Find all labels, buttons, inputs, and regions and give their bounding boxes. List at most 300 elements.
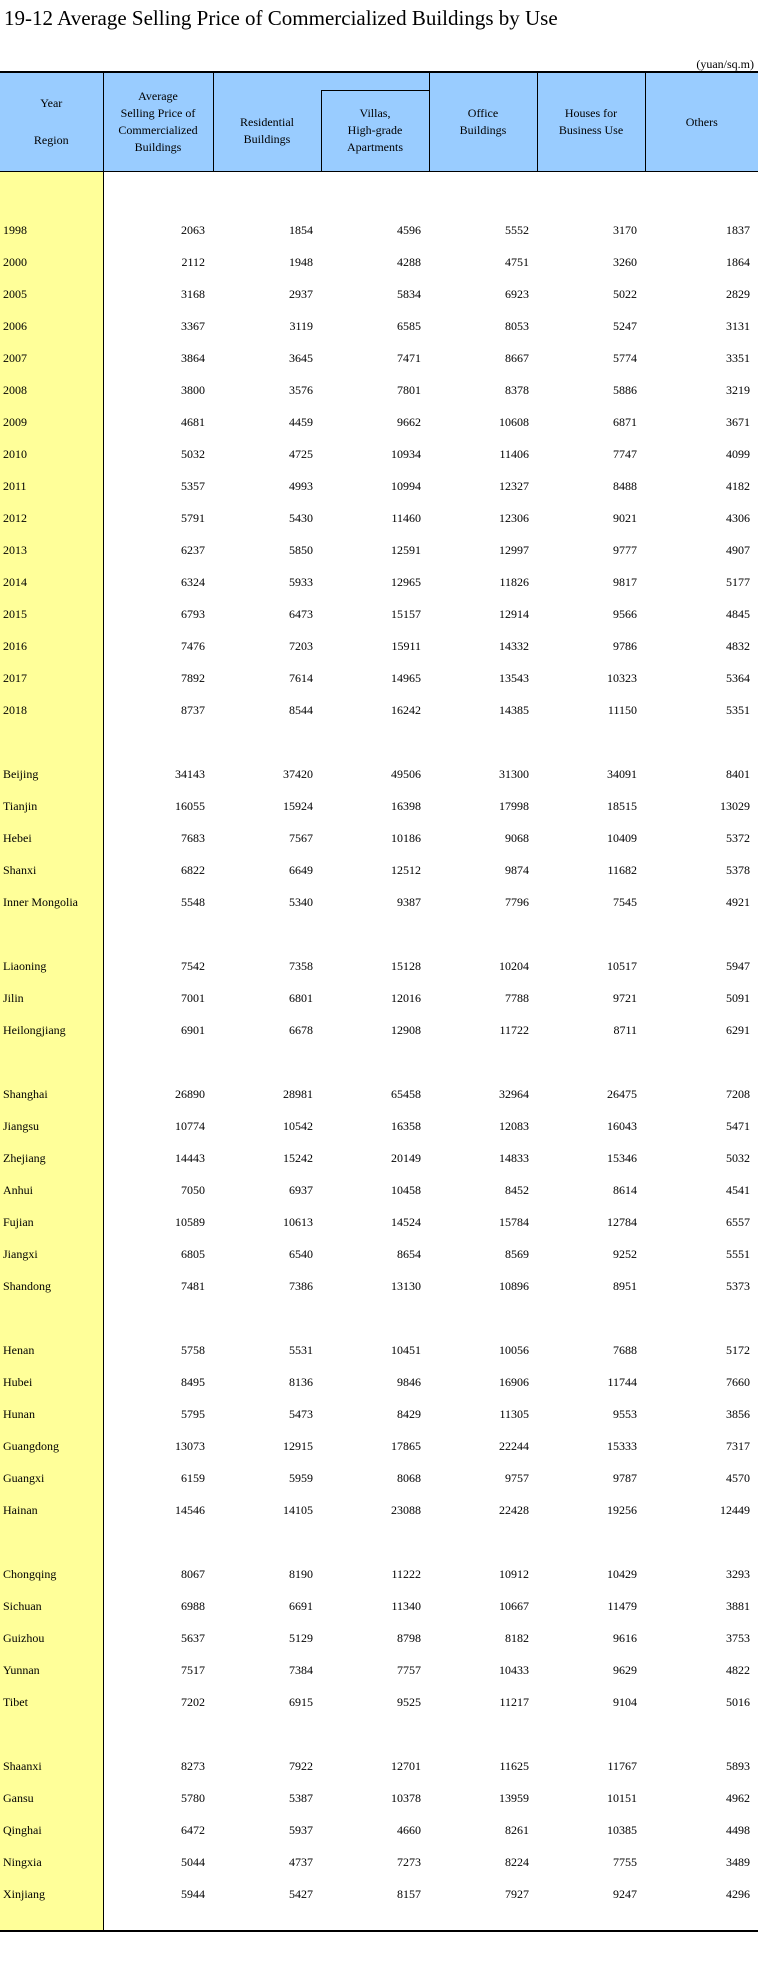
table-row [0,566,758,598]
region-cell [0,918,103,950]
value-cell: 5795 [103,1398,213,1430]
value-cell: 16398 [391,798,421,813]
value-cell: 7273 [397,1854,421,1869]
value-cell: 14546 [103,1494,213,1526]
value-cell: 12016 [391,990,421,1005]
value-cell: 7683 [103,822,213,854]
region-cell: 2015 [0,598,103,630]
region-cell: Xinjiang [0,1878,103,1910]
value-cell: 9021 [613,510,637,525]
value-cell: 10517 [607,958,637,973]
region-cell: Henan [0,1334,103,1366]
region-cell: Heilongjiang [0,1014,103,1046]
value-cell: 6937 [289,1182,313,1197]
value-cell: 7660 [726,1374,750,1389]
table-row [0,822,758,854]
table-row [0,694,758,726]
region-cell: Jiangsu [0,1110,103,1142]
value-cell: 4907 [726,542,750,557]
value-cell: 3260 [613,254,637,269]
header-business [537,72,645,172]
value-cell: 6793 [103,598,213,630]
value-cell: 7386 [289,1278,313,1293]
value-cell: 7801 [397,382,421,397]
value-cell [537,918,645,950]
table-row [0,1846,758,1878]
header-average [103,72,213,172]
table-row [0,1174,758,1206]
header-villas-line: Villas, [359,106,391,121]
table-row [0,214,758,246]
value-cell: 12914 [499,606,529,621]
value-cell: 26475 [607,1086,637,1101]
region-cell: Shandong [0,1270,103,1302]
table-row [0,1142,758,1174]
value-cell: 3119 [289,318,313,333]
value-cell: 1854 [289,222,313,237]
value-cell: 5834 [397,286,421,301]
value-cell: 5247 [613,318,637,333]
value-cell: 6801 [289,990,313,1005]
value-cell: 7614 [289,670,313,685]
header-average-line: Average [138,89,178,103]
value-cell: 5774 [613,350,637,365]
region-cell [0,1046,103,1078]
value-cell: 8495 [103,1366,213,1398]
value-cell: 5531 [289,1342,313,1357]
value-cell: 12449 [720,1502,750,1517]
value-cell [213,172,321,215]
value-cell [103,1526,213,1558]
value-cell: 4681 [103,406,213,438]
value-cell: 16055 [103,790,213,822]
value-cell: 10896 [499,1278,529,1293]
value-cell: 28981 [283,1086,313,1101]
table-spacer [0,1046,758,1078]
header-business-line: Houses for [564,106,618,120]
table-row [0,886,758,918]
value-cell: 2829 [726,286,750,301]
value-cell: 10912 [499,1566,529,1581]
value-cell: 23088 [391,1502,421,1517]
value-cell: 12997 [499,542,529,557]
table-row [0,1622,758,1654]
value-cell [103,1910,213,1931]
value-cell: 10774 [103,1110,213,1142]
table-row [0,1878,758,1910]
region-cell: Zhejiang [0,1142,103,1174]
table-spacer [0,918,758,950]
region-cell: Beijing [0,758,103,790]
region-cell: 2017 [0,662,103,694]
value-cell: 1864 [726,254,750,269]
value-cell [429,1718,537,1750]
value-cell: 7208 [726,1086,750,1101]
value-cell: 15157 [391,606,421,621]
value-cell: 8136 [289,1374,313,1389]
value-cell: 6988 [103,1590,213,1622]
value-cell: 13959 [499,1790,529,1805]
value-cell: 9387 [397,894,421,909]
value-cell: 5357 [103,470,213,502]
value-cell: 16906 [499,1374,529,1389]
table-row [0,246,758,278]
table-row [0,1110,758,1142]
value-cell: 7688 [613,1342,637,1357]
table-row [0,470,758,502]
table-row [0,1462,758,1494]
value-cell: 9721 [613,990,637,1005]
value-cell: 6871 [613,414,637,429]
value-cell: 37420 [283,766,313,781]
value-cell [321,1046,429,1078]
value-cell [537,1718,645,1750]
value-cell [213,1910,321,1931]
value-cell [321,918,429,950]
value-cell: 20149 [391,1150,421,1165]
header-region: Region [33,133,69,147]
region-cell: Guizhou [0,1622,103,1654]
table-row [0,534,758,566]
value-cell: 6691 [289,1598,313,1613]
value-cell: 4306 [726,510,750,525]
value-cell: 9616 [613,1630,637,1645]
value-cell: 9846 [397,1374,421,1389]
value-cell: 4832 [726,638,750,653]
value-cell: 11744 [607,1374,637,1389]
value-cell [213,1718,321,1750]
table-row [0,1782,758,1814]
value-cell: 9662 [397,414,421,429]
value-cell: 3219 [726,382,750,397]
value-cell: 7001 [103,982,213,1014]
value-cell: 5373 [726,1278,750,1293]
header-residential-line: Residential [240,114,294,129]
value-cell [645,1302,758,1334]
value-cell: 11217 [499,1694,529,1709]
value-cell: 3864 [103,342,213,374]
value-cell: 8273 [103,1750,213,1782]
value-cell: 5032 [103,438,213,470]
value-cell: 10608 [499,414,529,429]
value-cell: 14965 [391,670,421,685]
region-cell: Guangdong [0,1430,103,1462]
value-cell: 4962 [726,1790,750,1805]
value-cell [321,172,429,215]
value-cell: 5044 [103,1846,213,1878]
table-row [0,1238,758,1270]
value-cell: 12306 [499,510,529,525]
value-cell: 8182 [505,1630,529,1645]
table-row [0,982,758,1014]
value-cell: 8569 [505,1246,529,1261]
value-cell: 6585 [397,318,421,333]
value-cell: 6159 [103,1462,213,1494]
value-cell: 7567 [289,830,313,845]
table-row [0,1366,758,1398]
region-cell: 1998 [0,214,103,246]
value-cell: 9817 [613,574,637,589]
region-cell: Shaanxi [0,1750,103,1782]
value-cell [103,918,213,950]
value-cell: 14524 [391,1214,421,1229]
value-cell: 11305 [499,1406,529,1421]
value-cell: 8654 [397,1246,421,1261]
header-residential [213,90,321,171]
header-average-line: Commercialized [118,123,198,137]
value-cell [429,1046,537,1078]
value-cell: 4459 [289,414,313,429]
value-cell: 6805 [103,1238,213,1270]
region-cell: Jiangxi [0,1238,103,1270]
value-cell: 6901 [103,1014,213,1046]
table-row [0,1206,758,1238]
value-cell: 4660 [397,1822,421,1837]
table-spacer [0,1526,758,1558]
value-cell: 10385 [607,1822,637,1837]
value-cell [321,726,429,758]
value-cell: 4921 [726,894,750,909]
region-cell: Liaoning [0,950,103,982]
header-villas [321,90,429,171]
region-cell: Tianjin [0,790,103,822]
value-cell: 8067 [103,1558,213,1590]
value-cell: 5893 [726,1758,750,1773]
value-cell [103,172,213,215]
value-cell: 14385 [499,702,529,717]
value-cell: 11222 [391,1566,421,1581]
value-cell [103,1718,213,1750]
table-row [0,662,758,694]
value-cell: 8737 [103,694,213,726]
value-cell: 3753 [726,1630,750,1645]
value-cell: 7384 [289,1662,313,1677]
value-cell: 12915 [283,1438,313,1453]
table-row [0,1398,758,1430]
value-cell: 22244 [499,1438,529,1453]
region-cell: 2014 [0,566,103,598]
value-cell: 8068 [397,1470,421,1485]
value-cell: 12784 [607,1214,637,1229]
value-cell: 4296 [726,1886,750,1901]
value-cell: 2063 [103,214,213,246]
region-cell: 2007 [0,342,103,374]
value-cell: 15924 [283,798,313,813]
value-cell: 11767 [607,1758,637,1773]
value-cell [429,726,537,758]
value-cell: 5850 [289,542,313,557]
value-cell: 9525 [397,1694,421,1709]
value-cell: 3800 [103,374,213,406]
region-cell: 2012 [0,502,103,534]
value-cell: 9553 [613,1406,637,1421]
table-row [0,438,758,470]
region-cell: Gansu [0,1782,103,1814]
value-cell [537,1526,645,1558]
value-cell: 8544 [289,702,313,717]
header-average-line: Buildings [134,140,182,154]
value-cell [429,1526,537,1558]
region-cell: Chongqing [0,1558,103,1590]
value-cell [645,172,758,215]
value-cell [645,1718,758,1750]
value-cell: 10056 [499,1342,529,1357]
value-cell: 10433 [499,1662,529,1677]
header-year: Year [40,96,63,110]
value-cell: 3131 [726,318,750,333]
value-cell: 17865 [391,1438,421,1453]
value-cell [645,1910,758,1931]
region-cell: Inner Mongolia [0,886,103,918]
value-cell: 1837 [726,222,750,237]
region-cell: 2016 [0,630,103,662]
value-cell: 34091 [607,766,637,781]
value-cell: 3489 [726,1854,750,1869]
value-cell: 5387 [289,1790,313,1805]
value-cell: 9787 [613,1470,637,1485]
value-cell: 4845 [726,606,750,621]
value-cell: 5032 [726,1150,750,1165]
value-cell [537,726,645,758]
header-office-line: Buildings [459,123,507,137]
value-cell: 7203 [289,638,313,653]
value-cell: 5791 [103,502,213,534]
value-cell: 11625 [499,1758,529,1773]
value-cell [103,726,213,758]
table-spacer [0,726,758,758]
region-cell: Guangxi [0,1462,103,1494]
region-cell: Fujian [0,1206,103,1238]
value-cell: 5427 [289,1886,313,1901]
value-cell: 2937 [289,286,313,301]
value-cell: 10451 [391,1342,421,1357]
value-cell: 4288 [397,254,421,269]
region-cell [0,172,103,215]
value-cell: 1948 [289,254,313,269]
value-cell [429,1302,537,1334]
header-residential-line: Buildings [243,131,291,146]
value-cell: 7481 [103,1270,213,1302]
table-row [0,406,758,438]
value-cell: 5372 [726,830,750,845]
value-cell [645,726,758,758]
value-cell: 8452 [505,1182,529,1197]
value-cell: 2112 [103,246,213,278]
value-cell: 15242 [283,1150,313,1165]
value-cell: 5016 [726,1694,750,1709]
value-cell: 13073 [103,1430,213,1462]
value-cell: 5172 [726,1342,750,1357]
value-cell: 34143 [103,758,213,790]
value-cell: 10378 [391,1790,421,1805]
value-cell: 8401 [726,766,750,781]
value-cell: 10934 [391,446,421,461]
table-row [0,278,758,310]
value-cell: 5340 [289,894,313,909]
value-cell: 9068 [505,830,529,845]
region-cell: Jilin [0,982,103,1014]
value-cell: 9104 [613,1694,637,1709]
value-cell [213,1046,321,1078]
value-cell: 7476 [103,630,213,662]
value-cell: 9786 [613,638,637,653]
value-cell: 5473 [289,1406,313,1421]
region-cell [0,1718,103,1750]
header-villas-line: Apartments [347,140,403,155]
value-cell: 12965 [391,574,421,589]
value-cell [103,1046,213,1078]
value-cell [213,726,321,758]
value-cell [321,1910,429,1931]
value-cell: 9566 [613,606,637,621]
value-cell: 7542 [103,950,213,982]
value-cell: 11406 [499,446,529,461]
table-spacer [0,1302,758,1334]
value-cell: 19256 [607,1502,637,1517]
value-cell: 14332 [499,638,529,653]
value-cell: 4498 [726,1822,750,1837]
region-cell [0,726,103,758]
value-cell: 9247 [613,1886,637,1901]
value-cell: 7755 [613,1854,637,1869]
table-title: 19-12 Average Selling Price of Commercialized Buildings by Use [4,6,558,30]
value-cell: 10323 [607,670,637,685]
value-cell: 16242 [391,702,421,717]
table-row [0,854,758,886]
value-cell: 10613 [283,1214,313,1229]
value-cell: 4541 [726,1182,750,1197]
table-row [0,1334,758,1366]
value-cell: 8429 [397,1406,421,1421]
value-cell: 10542 [283,1118,313,1133]
value-cell: 31300 [499,766,529,781]
region-cell: Sichuan [0,1590,103,1622]
value-cell: 10458 [391,1182,421,1197]
value-cell: 3576 [289,382,313,397]
value-cell: 22428 [499,1502,529,1517]
value-cell: 6822 [103,854,213,886]
price-table [0,71,758,1932]
value-cell: 8614 [613,1182,637,1197]
table-row [0,374,758,406]
value-cell: 8190 [289,1566,313,1581]
region-cell: Yunnan [0,1654,103,1686]
value-cell: 8798 [397,1630,421,1645]
value-cell: 9874 [505,862,529,877]
value-cell: 12512 [391,862,421,877]
table-row [0,1686,758,1718]
table-row [0,1814,758,1846]
value-cell: 10204 [499,958,529,973]
value-cell: 4570 [726,1470,750,1485]
value-cell: 5177 [726,574,750,589]
value-cell: 7317 [726,1438,750,1453]
value-cell: 15784 [499,1214,529,1229]
header-year-region [0,72,103,172]
region-cell: Hebei [0,822,103,854]
value-cell: 7922 [289,1758,313,1773]
region-cell: Hunan [0,1398,103,1430]
value-cell [645,1526,758,1558]
value-cell: 11682 [607,862,637,877]
value-cell: 4751 [505,254,529,269]
value-cell: 11150 [607,702,637,717]
table-row [0,1430,758,1462]
value-cell: 15346 [607,1150,637,1165]
value-cell: 8261 [505,1822,529,1837]
value-cell: 12327 [499,478,529,493]
value-cell: 6540 [289,1246,313,1261]
